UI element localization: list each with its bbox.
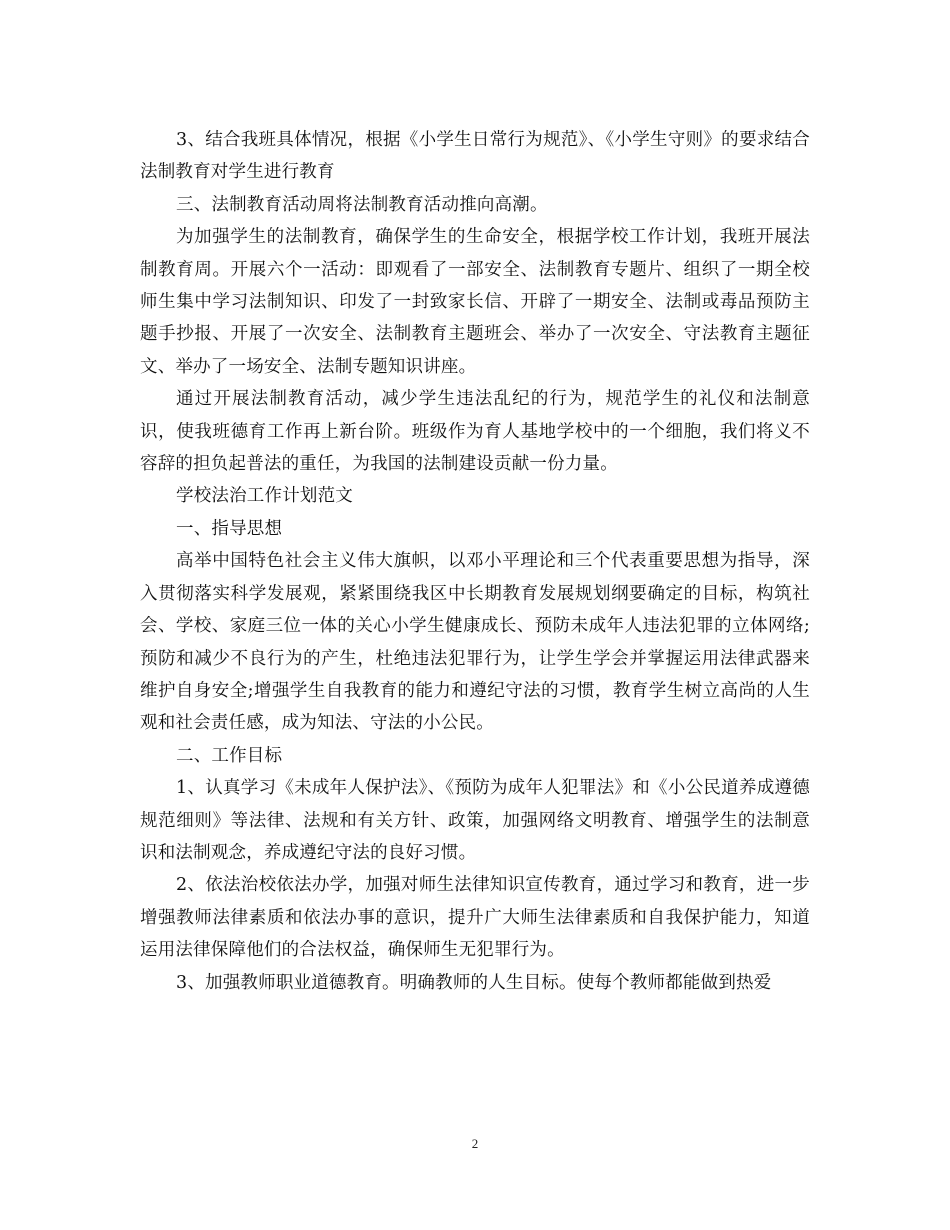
paragraph-legal-week: 为加强学生的法制教育，确保学生的生命安全，根据学校工作计划，我班开展法制教育周。开展六个一活动：即观看了一部安全、法制教育专题片、组织了一期全校师生集中学习法制知识、印发了一封致家长信、开辟了一期安全、法制或毒品预防主题手抄报、开展了一次安全、法制教育主题班会、举办了一次安全、守法教育主题征文、举办了一场安全、法制专题知识讲座。 (140, 227, 810, 377)
paragraph-activity-summary: 通过开展法制教育活动，减少学生违法乱纪的行为，规范学生的礼仪和法制意识，使我班德育工作再上新台阶。班级作为育人基地学校中的一个细胞，我们将义不容辞的担负起普法的重任，为我国的法制建设贡献一份力量。 (140, 389, 810, 475)
paragraph-plan-title: 学校法治工作计划范文 (176, 486, 353, 507)
paragraph-guiding-thought-heading: 一、指导思想 (176, 518, 283, 539)
paragraph-class-situation: 3、结合我班具体情况，根据《小学生日常行为规范》、《小学生守则》的要求结合法制教育对学生进行教育 (140, 130, 810, 183)
document-body (140, 124, 810, 999)
paragraph-section-three-heading: 三、法制教育活动周将法制教育活动推向高潮。 (176, 194, 548, 215)
paragraph-goal-two: 2、依法治校依法办学，加强对师生法律知识宣传教育，通过学习和教育，进一步增强教师法律素质和依法办事的意识，提升广大师生法律素质和自我保护能力，知道运用法律保障他们的合法权益，确保师生无犯罪行为。 (140, 875, 810, 961)
paragraph-goal-three: 3、加强教师职业道德教育。明确教师的人生目标。使每个教师都能做到热爱 (176, 972, 772, 993)
paragraph-guiding-thought: 高举中国特色社会主义伟大旗帜，以邓小平理论和三个代表重要思想为指导，深入贯彻落实科学发展观，紧紧围绕我区中长期教育发展规划纲要确定的目标，构筑社会、学校、家庭三位一体的关心小学生健康成长、预防未成年人违法犯罪的立体网络;预防和减少不良行为的产生，杜绝违法犯罪行为，让学生学会并掌握运用法律武器来维护自身安全;增强学生自我教育的能力和遵纪守法的习惯，教育学生树立高尚的人生观和社会责任感，成为知法、守法的小公民。 (140, 551, 810, 734)
paragraph-work-goals-heading: 二、工作目标 (176, 745, 283, 766)
page-number: 2 (471, 1136, 479, 1151)
paragraph-goal-one: 1、认真学习《未成年人保护法》、《预防为成年人犯罪法》和《小公民道养成遵德规范细则》等法律、法规和有关方针、政策，加强网络文明教育、增强学生的法制意识和法制观念，养成遵纪守法的良好习惯。 (140, 778, 810, 863)
